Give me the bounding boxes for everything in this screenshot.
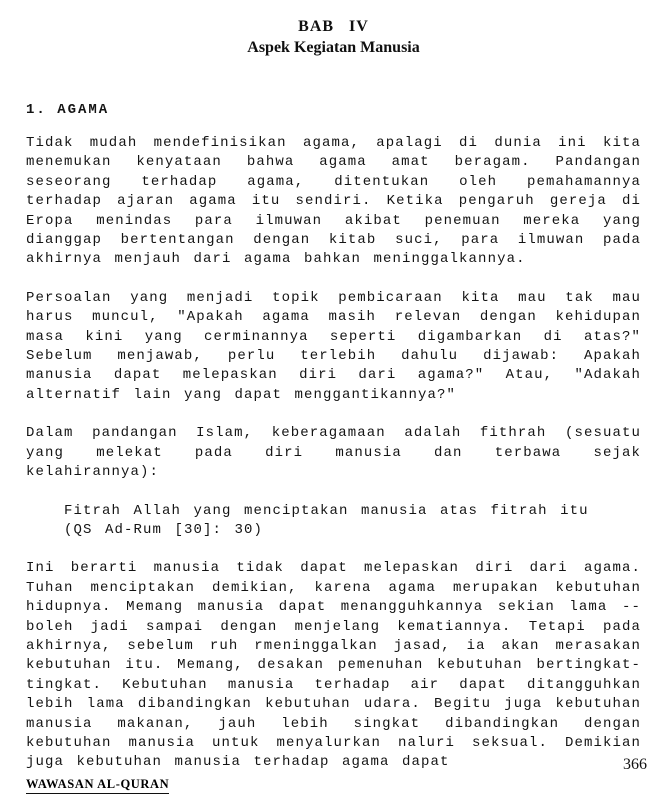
quote-text: Fitrah Allah yang menciptakan manusia atas fitrah itu	[64, 502, 589, 519]
quote-reference: (QS Ad-Rum [30]: 30)	[64, 521, 264, 538]
footer-book-title: WAWASAN AL-QURAN	[26, 777, 169, 794]
quran-quote	[26, 502, 641, 541]
section-heading: 1. AGAMA	[26, 102, 110, 118]
page-number: 366	[623, 756, 647, 773]
page-footer	[26, 740, 647, 800]
chapter-header	[26, 16, 641, 58]
paragraph-2: Persoalan yang menjadi topik pembicaraan kita mau tak mau harus muncul, "Apakah agama masih relevan dengan kehidupan masa kini yang cerminannya seperti digambarkan di atas?" Sebelum menjawab, perlu terlebih dahulu dijawab: Apakah manusia dapat melepaskan diri dari agama?" Atau, "Adakah alternatif lain yang dapat menggantikannya?"	[26, 289, 641, 403]
paragraph-1: Tidak mudah mendefinisikan agama, apalagi di dunia ini kita menemukan kenyataan bahwa agama amat beragam. Pandangan seseorang terhadap agama, ditentukan oleh pemahamannya terhadap ajaran agama itu sendiri. Ketika pengaruh gereja di Eropa menindas para ilmuwan akibat penemuan mereka yang dianggap bertentangan dengan kitab suci, para ilmuwan pada akhirnya menjauh dari agama bahkan meninggalkannya.	[26, 135, 641, 268]
chapter-title: Aspek Kegiatan Manusia	[247, 39, 420, 56]
paragraph-3: Dalam pandangan Islam, keberagamaan adalah fithrah (sesuatu yang melekat pada diri manusia dan terbawa sejak kelahirannya):	[26, 425, 641, 481]
body-text	[26, 134, 641, 773]
paragraph-4: Ini berarti manusia tidak dapat melepaskan diri dari agama. Tuhan menciptakan demikian, karena agama merupakan kebutuhan hidupnya. Memang manusia dapat menangguhkannya sekian lama --boleh jadi sampai dengan menjelang kematiannya. Tetapi pada akhirnya, sebelum ruh rmeninggalkan jasad, ia akan merasakan kebutuhan itu. Memang, desakan pemenuhan kebutuhan bertingkat-tingkat. Kebutuhan manusia terhadap air dapat ditangguhkan lebih lama dibandingkan kebutuhan udara. Begitu juga kebutuhan manusia makanan, jauh lebih singkat dibandingkan dengan kebutuhan manusia untuk menyalurkan naluri seksual. Demikian juga kebutuhan manusia terhadap agama dapat	[26, 560, 641, 771]
chapter-number: BAB IV	[298, 18, 369, 35]
